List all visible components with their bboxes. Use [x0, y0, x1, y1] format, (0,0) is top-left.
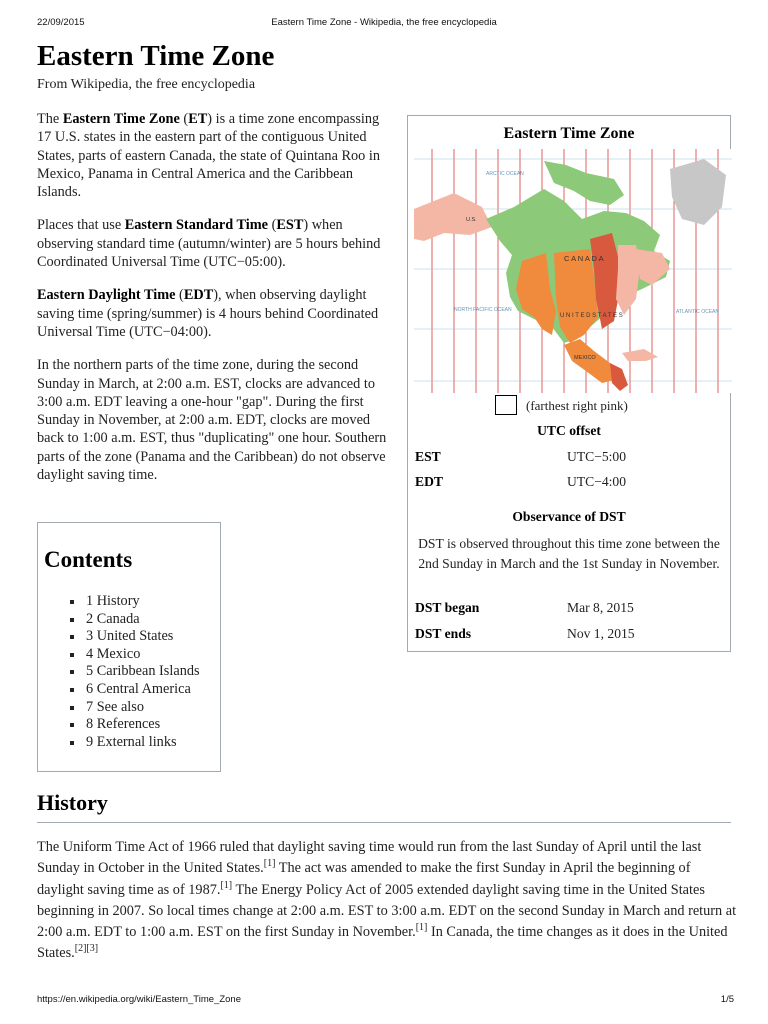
- intro-paragraph-1: The Eastern Time Zone (ET) is a time zone encompassing 17 U.S. states in the eastern part of the contiguous United States, parts of eastern Canada, the state of Quintana Roo in Mexico, Panama in Central America and the Caribbean Islands.: [37, 111, 381, 201]
- observance-note: DST is observed throughout this time zone between the 2nd Sunday in March and the 1st Sunday in November.: [418, 536, 720, 571]
- print-page-number: 1/5: [720, 994, 734, 1005]
- citation-1c[interactable]: [1]: [415, 922, 428, 934]
- map-label-arctic: ARCTIC OCEAN: [486, 171, 524, 177]
- article-intro: [37, 110, 397, 499]
- table-of-contents: [37, 522, 221, 772]
- dst-began-label: DST began: [415, 600, 480, 615]
- toc-item-united-states[interactable]: 3 United States: [70, 628, 200, 646]
- map-label-mexico: MEXICO: [574, 355, 596, 361]
- map-label-atlantic: ATLANTIC OCEAN: [676, 309, 719, 315]
- toc-list: [70, 593, 200, 751]
- history-divider: [37, 822, 731, 823]
- infobox: [407, 115, 731, 652]
- history-heading: History: [37, 790, 108, 815]
- observance-heading: Observance of DST: [512, 509, 626, 524]
- est-value: UTC−5:00: [567, 449, 627, 464]
- citation-2[interactable]: [2]: [74, 943, 87, 955]
- map-label-pacific: NORTH PACIFIC OCEAN: [454, 307, 512, 313]
- citation-1[interactable]: [1]: [263, 858, 276, 870]
- toc-item-external-links[interactable]: 9 External links: [70, 734, 200, 752]
- toc-item-references[interactable]: 8 References: [70, 716, 200, 734]
- edt-value: UTC−4:00: [567, 474, 627, 489]
- intro-paragraph-3: Eastern Daylight Time (EDT), when observing daylight saving time (spring/summer) is 4 hours behind Coordinated Universal Time (UTC−04:00).: [37, 287, 379, 340]
- edt-label: EDT: [415, 474, 443, 489]
- dst-ends-label: DST ends: [415, 626, 472, 641]
- time-zone-map-image: [414, 149, 732, 393]
- map-label-canada: C A N A D A: [564, 254, 604, 263]
- print-title: Eastern Time Zone - Wikipedia, the free encyclopedia: [271, 17, 497, 28]
- dst-ends-value: Nov 1, 2015: [567, 626, 635, 641]
- page-tagline: From Wikipedia, the free encyclopedia: [37, 77, 256, 92]
- toc-item-central-america[interactable]: 6 Central America: [70, 681, 200, 699]
- intro-paragraph-4: In the northern parts of the time zone, during the second Sunday in March, at 2:00 a.m. EST, clocks are advanced to 3:00 a.m. EDT leaving a one-hour "gap". During the first Sunday in November, at 2:00 a.m. EDT, clocks are moved back to 1:00 a.m. EST, thus "duplicating" one hour. Southern parts of the zone (Panama and the Caribbean) do not observe daylight saving time.: [37, 357, 387, 484]
- print-date: 22/09/2015: [37, 17, 85, 28]
- utc-offset-heading: UTC offset: [537, 423, 601, 438]
- print-footer: [0, 994, 768, 1008]
- toc-item-history[interactable]: 1 History: [70, 593, 200, 611]
- intro-paragraph-2: Places that use Eastern Standard Time (EST) when observing standard time (autumn/winter) are 5 hours behind Coordinated Universal Time (UTC−05:00).: [37, 217, 381, 271]
- toc-item-canada[interactable]: 2 Canada: [70, 611, 200, 629]
- link-eastern-time-zone: Eastern Time Zone: [62, 111, 180, 127]
- toc-item-caribbean-islands[interactable]: 5 Caribbean Islands: [70, 663, 200, 681]
- time-zone-map[interactable]: [414, 149, 732, 393]
- print-url: https://en.wikipedia.org/wiki/Eastern_Time_Zone: [37, 994, 241, 1005]
- toc-item-mexico[interactable]: 4 Mexico: [70, 646, 200, 664]
- legend-text: (farthest right pink): [526, 398, 628, 413]
- infobox-title: Eastern Time Zone: [503, 125, 635, 142]
- map-legend: [408, 395, 730, 417]
- dst-began-value: Mar 8, 2015: [567, 600, 634, 615]
- legend-swatch: [495, 395, 517, 415]
- print-header: [0, 17, 768, 31]
- toc-title: Contents: [44, 547, 133, 572]
- page-title: Eastern Time Zone: [37, 40, 275, 72]
- history-paragraph: The Uniform Time Act of 1966 ruled that daylight saving time would run from the last Sunday of April until the last Sunday in October in the United States.[1] The act was amended to make the first Sunday in April the beginning of daylight saving time as of 1987.[1] The Energy Policy Act of 2005 extended daylight saving time in the United States beginning in 2007. So local times change at 2:00 a.m. EST to 3:00 a.m. EDT on the second Sunday in March and return at 2:00 a.m. EDT to 1:00 a.m. EST on the first Sunday in November.[1] In Canada, the time changes as it does in the United States.[2][3]: [37, 839, 737, 962]
- toc-item-see-also[interactable]: 7 See also: [70, 699, 200, 717]
- citation-1b[interactable]: [1]: [220, 879, 233, 891]
- citation-3[interactable]: [3]: [86, 943, 99, 955]
- est-label: EST: [415, 449, 441, 464]
- map-label-us: U N I T E D S T A T E S: [560, 313, 623, 319]
- map-label-alaska: U.S.: [466, 217, 477, 223]
